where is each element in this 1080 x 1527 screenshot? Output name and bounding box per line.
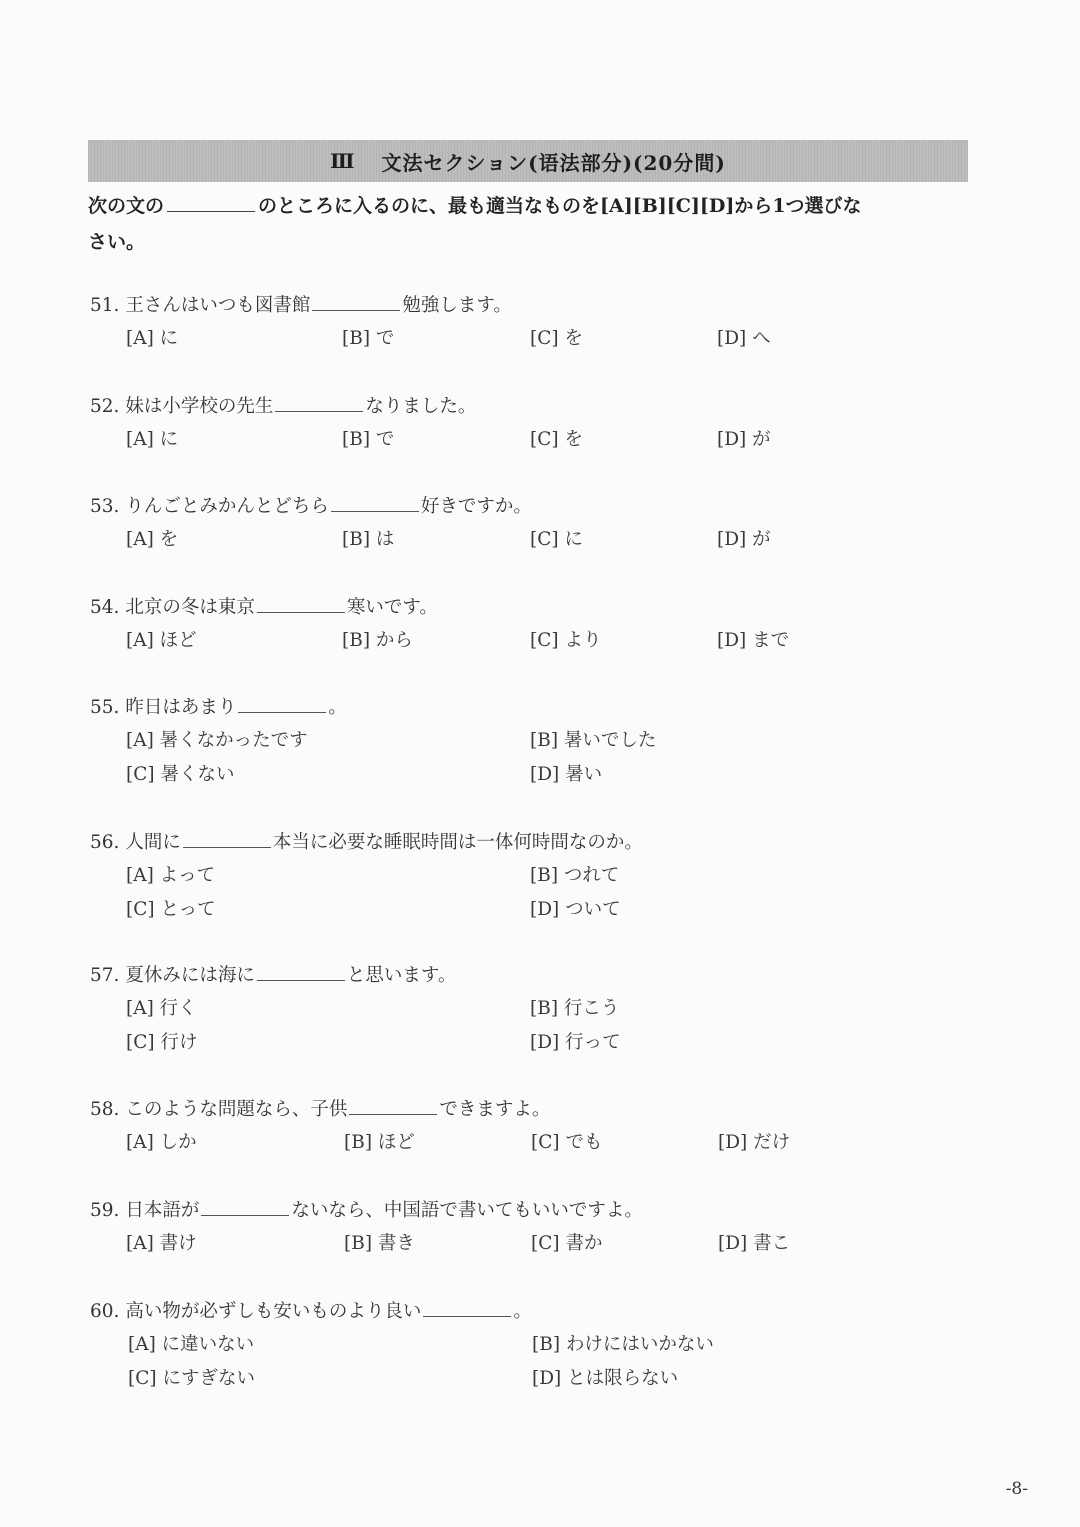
question-number: 60. xyxy=(90,1301,120,1322)
question-53 xyxy=(90,491,990,557)
option-b[interactable]: [B] から xyxy=(342,630,413,651)
options-row xyxy=(90,992,990,1026)
options-row xyxy=(90,1126,990,1160)
answer-blank xyxy=(201,1195,289,1216)
options-row xyxy=(90,758,990,792)
option-a[interactable]: [A] に xyxy=(126,328,179,349)
options-row xyxy=(90,1227,990,1261)
option-d[interactable]: [D] が xyxy=(717,529,771,550)
options-row xyxy=(90,859,990,893)
option-c[interactable]: [C] 書か xyxy=(531,1233,603,1254)
question-stem xyxy=(90,1296,990,1328)
question-stem xyxy=(90,827,990,859)
option-a[interactable]: [A] を xyxy=(126,529,179,550)
blank-line xyxy=(167,193,255,212)
option-a[interactable]: [A] しか xyxy=(126,1132,197,1153)
question-55 xyxy=(90,692,990,792)
question-57 xyxy=(90,960,990,1060)
instructions xyxy=(88,188,973,260)
question-59 xyxy=(90,1195,990,1261)
question-stem xyxy=(90,592,990,624)
options-row xyxy=(90,1328,990,1362)
question-58 xyxy=(90,1094,990,1160)
section-header xyxy=(88,140,968,182)
answer-blank xyxy=(238,692,326,713)
options-row xyxy=(90,1026,990,1060)
question-before: 妹は小学校の先生 xyxy=(125,396,274,417)
question-54 xyxy=(90,592,990,658)
question-after: 寒いです。 xyxy=(346,597,438,618)
question-56 xyxy=(90,827,990,927)
option-b[interactable]: [B] 行こう xyxy=(530,998,620,1019)
option-b[interactable]: [B] わけにはいかない xyxy=(532,1334,714,1355)
option-a[interactable]: [A] 書け xyxy=(126,1233,197,1254)
question-after: なりました。 xyxy=(365,396,477,417)
option-d[interactable]: [D] ついて xyxy=(530,899,621,920)
option-c[interactable]: [C] 行け xyxy=(126,1032,198,1053)
question-stem xyxy=(90,692,990,724)
option-d[interactable]: [D] だけ xyxy=(718,1132,791,1153)
answer-blank xyxy=(257,960,345,981)
section-title: 文法セクション(语法部分)(20分間) xyxy=(381,150,726,175)
answer-blank xyxy=(331,491,419,512)
instructions-before: 次の文の xyxy=(88,195,165,217)
question-number: 54. xyxy=(90,597,120,618)
option-a[interactable]: [A] に違いない xyxy=(128,1334,255,1355)
question-number: 58. xyxy=(90,1099,120,1120)
question-number: 51. xyxy=(90,295,120,316)
option-d[interactable]: [D] 行って xyxy=(530,1032,621,1053)
instructions-after: のところに入るのに、最も適当なものを[A][B][C][D]から1つ選びな xyxy=(258,195,862,217)
options-row xyxy=(90,423,990,457)
option-b[interactable]: [B] で xyxy=(342,429,395,450)
question-before: このような問題なら、子供 xyxy=(125,1099,348,1120)
answer-blank xyxy=(312,290,400,311)
question-after: ないなら、中国語で書いてもいいですよ。 xyxy=(291,1200,643,1221)
option-a[interactable]: [A] に xyxy=(126,429,179,450)
question-before: 高い物が必ずしも安いものより良い xyxy=(125,1301,422,1322)
option-b[interactable]: [B] 暑いでした xyxy=(530,730,657,751)
option-a[interactable]: [A] ほど xyxy=(126,630,197,651)
question-number: 57. xyxy=(90,965,120,986)
option-c[interactable]: [C] を xyxy=(530,429,583,450)
option-c[interactable]: [C] を xyxy=(530,328,583,349)
answer-blank xyxy=(275,391,363,412)
option-d[interactable]: [D] まで xyxy=(717,630,790,651)
option-d[interactable]: [D] 暑い xyxy=(530,764,603,785)
option-b[interactable]: [B] つれて xyxy=(530,865,620,886)
option-c[interactable]: [C] に xyxy=(530,529,583,550)
question-stem xyxy=(90,290,990,322)
option-d[interactable]: [D] が xyxy=(717,429,771,450)
answer-blank xyxy=(257,592,345,613)
options-row xyxy=(90,523,990,557)
option-c[interactable]: [C] にすぎない xyxy=(128,1368,255,1389)
option-c[interactable]: [C] 暑くない xyxy=(126,764,235,785)
question-number: 56. xyxy=(90,832,120,853)
question-before: 夏休みには海に xyxy=(125,965,255,986)
question-after: 好きですか。 xyxy=(420,496,532,517)
answer-blank xyxy=(349,1094,437,1115)
question-stem xyxy=(90,1195,990,1227)
option-d[interactable]: [D] へ xyxy=(717,328,771,349)
question-stem xyxy=(90,960,990,992)
answer-blank xyxy=(423,1296,511,1317)
option-b[interactable]: [B] で xyxy=(342,328,395,349)
option-b[interactable]: [B] ほど xyxy=(344,1132,415,1153)
answer-blank xyxy=(183,827,271,848)
option-c[interactable]: [C] より xyxy=(530,630,602,651)
question-before: 日本語が xyxy=(125,1200,200,1221)
question-after: 勉強します。 xyxy=(402,295,512,316)
question-number: 55. xyxy=(90,697,120,718)
options-row xyxy=(90,1362,990,1396)
question-before: 王さんはいつも図書館 xyxy=(125,295,311,316)
question-stem xyxy=(90,1094,990,1126)
option-a[interactable]: [A] よって xyxy=(126,865,216,886)
question-before: 昨日はあまり xyxy=(125,697,237,718)
question-stem xyxy=(90,491,990,523)
option-b[interactable]: [B] 書き xyxy=(344,1233,415,1254)
question-number: 52. xyxy=(90,396,120,417)
option-a[interactable]: [A] 行く xyxy=(126,998,197,1019)
option-a[interactable]: [A] 暑くなかったです xyxy=(126,730,308,751)
question-before: 北京の冬は東京 xyxy=(125,597,255,618)
option-c[interactable]: [C] とって xyxy=(126,899,216,920)
option-c[interactable]: [C] でも xyxy=(531,1132,603,1153)
section-numeral: Ⅲ xyxy=(330,149,356,173)
question-number: 53. xyxy=(90,496,120,517)
question-after: 。 xyxy=(328,697,347,718)
question-52 xyxy=(90,391,990,457)
options-row xyxy=(90,322,990,356)
option-b[interactable]: [B] は xyxy=(342,529,395,550)
options-row xyxy=(90,624,990,658)
question-before: 人間に xyxy=(125,832,181,853)
options-row xyxy=(90,724,990,758)
question-after: 本当に必要な睡眠時間は一体何時間なのか。 xyxy=(272,832,643,853)
question-60 xyxy=(90,1296,990,1396)
question-before: りんごとみかんとどちら xyxy=(125,496,329,517)
question-51 xyxy=(90,290,990,356)
option-d[interactable]: [D] とは限らない xyxy=(532,1368,679,1389)
option-d[interactable]: [D] 書こ xyxy=(718,1233,791,1254)
question-after: できますよ。 xyxy=(439,1099,551,1120)
question-number: 59. xyxy=(90,1200,120,1221)
page-number: -8- xyxy=(1005,1479,1028,1499)
question-after: と思います。 xyxy=(346,965,457,986)
question-after: 。 xyxy=(513,1301,532,1322)
question-stem xyxy=(90,391,990,423)
options-row xyxy=(90,893,990,927)
instructions-line2: さい。 xyxy=(88,231,146,253)
